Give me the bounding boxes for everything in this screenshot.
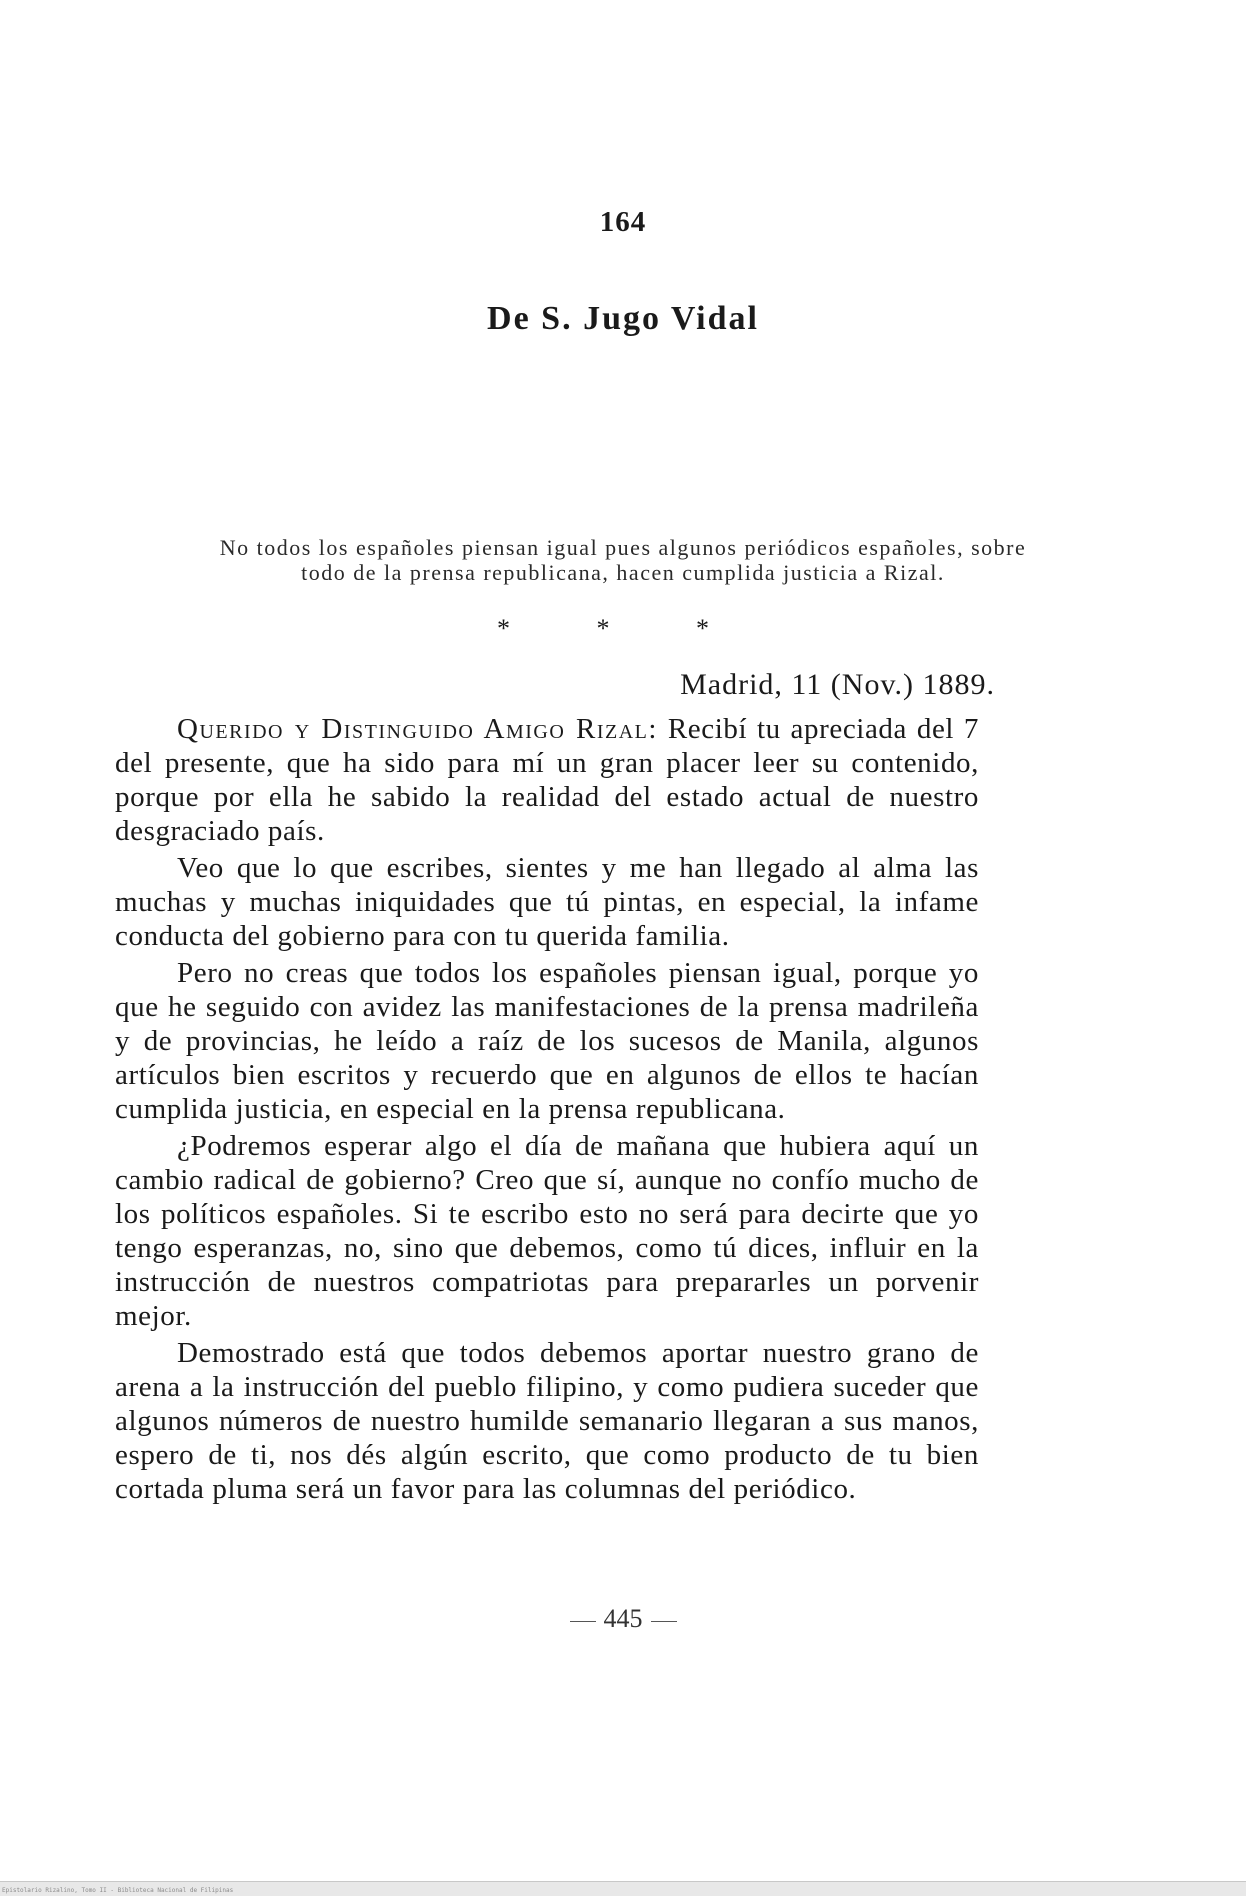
paragraph (115, 712, 979, 848)
paragraph: Veo que lo que escribes, sientes y me han llegado al alma las muchas y muchas iniquidades que tú pintas, en especial, la infame conducta del gobierno para con tu querida familia. (115, 852, 979, 952)
paragraph-text: Recibí tu apreciada del 7 del presente, que ha sido para mí un gran placer leer su contenido, porque por ella he sabido la realidad del estado actual de nuestro desgraciado país. (115, 713, 980, 847)
dateline: Madrid, 11 (Nov.) 1889. (680, 668, 995, 701)
letter-body (115, 712, 979, 1506)
section-separator: * * * (497, 614, 749, 643)
page-number: 445 (603, 1604, 643, 1633)
letter-summary: No todos los españoles piensan igual pues algunos periódicos españoles, sobre todo de la prensa republicana, hacen cumplida justicia a Rizal. (219, 535, 1027, 585)
footer-dash-right (651, 1621, 677, 1622)
paragraph: Pero no creas que todos los españoles piensan igual, porque yo que he seguido con avidez las manifestaciones de la prensa madrileña y de provincias, he leído a raíz de los sucesos de Manila, algunos artículos bien escritos y recuerdo que en algunos de ellos te hacían cumplida justicia, en especial en la prensa republicana. (115, 957, 979, 1125)
page-footer (0, 1604, 1246, 1634)
scan-footer-strip (0, 1881, 1246, 1896)
letter-number: 164 (599, 206, 647, 238)
scan-footer-text: Epistolario Rizalino, Tomo II - Biblioteca Nacional de Filipinas (2, 1887, 234, 1894)
paragraph: Demostrado está que todos debemos aportar nuestro grano de arena a la instrucción del pueblo filipino, y como pudiera suceder que algunos números de nuestro humilde semanario llegaran a sus manos, espero de ti, nos dés algún escrito, que como producto de tu bien cortada pluma será un favor para las columnas del periódico. (115, 1337, 979, 1505)
salutation: Querido y Distinguido Amigo Rizal: (177, 713, 658, 745)
footer-dash-left (570, 1621, 596, 1622)
letter-title: De S. Jugo Vidal (487, 300, 759, 337)
paragraph: ¿Podremos esperar algo el día de mañana que hubiera aquí un cambio radical de gobierno? Creo que sí, aunque no confío mucho de los políticos españoles. Si te escribo esto no será para decirte que yo tengo esperanzas, no, sino que debemos, como tú dices, influir en la instrucción de nuestros compatriotas para prepararles un porvenir mejor. (115, 1130, 979, 1332)
